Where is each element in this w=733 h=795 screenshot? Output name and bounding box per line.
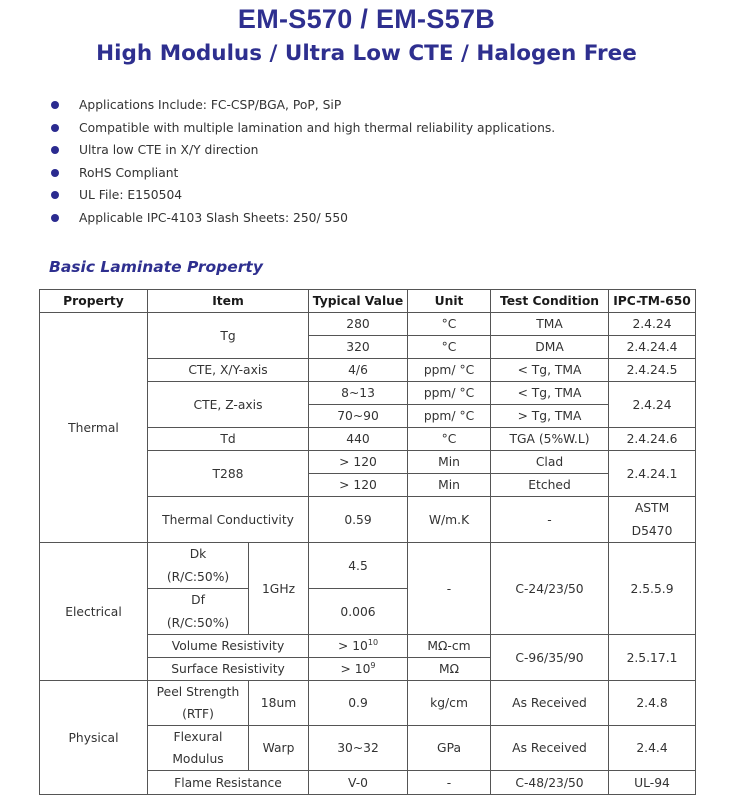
value-cell: 0.006 — [309, 589, 408, 635]
table-row — [40, 313, 696, 336]
page-title: EM-S570 / EM-S57B — [237, 4, 496, 34]
group-thermal: Thermal — [40, 313, 148, 543]
ipc-cell: 2.4.24.6 — [609, 428, 696, 451]
item-t288: T288 — [148, 451, 309, 497]
value-cell: 440 — [309, 428, 408, 451]
header-item: Item — [148, 290, 309, 313]
unit-cell: - — [408, 771, 491, 795]
feature-text: UL File: E150504 — [79, 188, 183, 202]
unit-cell: °C — [408, 336, 491, 359]
header-ipc: IPC-TM-650 — [609, 290, 696, 313]
feature-text: RoHS Compliant — [79, 165, 179, 180]
sub-cell: 18um — [249, 681, 309, 726]
feature-text: Ultra low CTE in X/Y direction — [79, 143, 259, 157]
ipc-cell: D5470 — [609, 520, 696, 543]
condition-cell: Etched — [491, 474, 609, 497]
value-cell: 8~13 — [309, 382, 408, 405]
feature-text: Compatible with multiple lamination and high thermal reliability applications. — [79, 120, 556, 135]
unit-cell: ppm/ °C — [408, 382, 491, 405]
item-dk: Dk — [148, 543, 249, 566]
feature-item — [48, 209, 555, 232]
ipc-cell: UL-94 — [609, 771, 696, 795]
unit-cell: °C — [408, 313, 491, 336]
item-modulus: Modulus — [148, 748, 249, 771]
ipc-cell: 2.5.5.9 — [609, 543, 696, 635]
feature-text: Applicable IPC-4103 Slash Sheets: 250/ 550 — [79, 210, 348, 225]
table-row — [40, 543, 696, 566]
condition-cell: As Received — [491, 726, 609, 771]
item-df-rc: (R/C:50%) — [148, 612, 249, 635]
bullet-icon — [51, 146, 59, 154]
ipc-cell: 2.4.24.1 — [609, 451, 696, 497]
header-unit: Unit — [408, 290, 491, 313]
ipc-cell: 2.4.24.4 — [609, 336, 696, 359]
item-flame-resistance: Flame Resistance — [148, 771, 309, 795]
feature-item — [48, 96, 555, 119]
ipc-cell: ASTM — [609, 497, 696, 520]
table-header-row — [40, 290, 696, 313]
ipc-cell: 2.4.24 — [609, 313, 696, 336]
bullet-icon — [51, 191, 59, 199]
item-dk-rc: (R/C:50%) — [148, 566, 249, 589]
value-cell: 4.5 — [309, 543, 408, 589]
property-table — [39, 289, 696, 795]
unit-cell: °C — [408, 428, 491, 451]
item-cte-xy: CTE, X/Y-axis — [148, 359, 309, 382]
item-flexural: Flexural — [148, 726, 249, 749]
unit-cell: ppm/ °C — [408, 405, 491, 428]
value-cell: V-0 — [309, 771, 408, 795]
item-thermal-conductivity: Thermal Conductivity — [148, 497, 309, 543]
page-subtitle: High Modulus / Ultra Low CTE / Halogen Free — [96, 41, 637, 66]
unit-cell: ppm/ °C — [408, 359, 491, 382]
section-title: Basic Laminate Property — [49, 258, 263, 276]
value-cell: > $10^9$ — [309, 658, 408, 681]
header-typical-value: Typical Value — [309, 290, 408, 313]
value-cell: > 120 — [309, 474, 408, 497]
value-cell: 280 — [309, 313, 408, 336]
condition-cell: > Tg, TMA — [491, 405, 609, 428]
unit-cell: W/m.K — [408, 497, 491, 543]
ipc-cell: 2.4.4 — [609, 726, 696, 771]
bullet-icon — [51, 214, 59, 222]
condition-cell: As Received — [491, 681, 609, 726]
header-property: Property — [40, 290, 148, 313]
condition-cell: C-24/23/50 — [491, 543, 609, 635]
item-cte-z: CTE, Z-axis — [148, 382, 309, 428]
condition-cell: < Tg, TMA — [491, 359, 609, 382]
bullet-icon — [51, 169, 59, 177]
frequency-cell: 1GHz — [249, 543, 309, 635]
ipc-cell: 2.5.17.1 — [609, 635, 696, 681]
value-cell: > $10^{10}$ — [309, 635, 408, 658]
ipc-cell: 2.4.24 — [609, 382, 696, 428]
feature-text: Applications Include: FC-CSP/BGA, PoP, SiP — [79, 98, 342, 112]
feature-item — [48, 119, 555, 142]
value-cell: 30~32 — [309, 726, 408, 771]
feature-item — [48, 186, 555, 209]
item-volume-resistivity: Volume Resistivity — [148, 635, 309, 658]
value-cell: > 120 — [309, 451, 408, 474]
item-td: Td — [148, 428, 309, 451]
group-electrical: Electrical — [40, 543, 148, 681]
condition-cell: TMA — [491, 313, 609, 336]
feature-item — [48, 164, 555, 187]
ipc-cell: 2.4.8 — [609, 681, 696, 726]
value-cell: 0.59 — [309, 497, 408, 543]
condition-cell: C-48/23/50 — [491, 771, 609, 795]
header-test-condition: Test Condition — [491, 290, 609, 313]
feature-item — [48, 141, 555, 164]
bullet-icon — [51, 124, 59, 132]
bullet-icon — [51, 101, 59, 109]
item-surface-resistivity: Surface Resistivity — [148, 658, 309, 681]
unit-cell: GPa — [408, 726, 491, 771]
condition-cell: - — [491, 497, 609, 543]
value-cell: 4/6 — [309, 359, 408, 382]
item-peel-strength: Peel Strength — [148, 681, 249, 704]
item-df: Df — [148, 589, 249, 612]
unit-cell: MΩ — [408, 658, 491, 681]
item-tg: Tg — [148, 313, 309, 359]
condition-cell: < Tg, TMA — [491, 382, 609, 405]
condition-cell: TGA (5%W.L) — [491, 428, 609, 451]
value-cell: 0.9 — [309, 681, 408, 726]
unit-cell: - — [408, 543, 491, 635]
feature-list — [48, 96, 555, 231]
condition-cell: Clad — [491, 451, 609, 474]
item-peel-rtf: (RTF) — [148, 703, 249, 726]
value-cell: 70~90 — [309, 405, 408, 428]
unit-cell: MΩ-cm — [408, 635, 491, 658]
condition-cell: DMA — [491, 336, 609, 359]
unit-cell: kg/cm — [408, 681, 491, 726]
value-cell: 320 — [309, 336, 408, 359]
unit-cell: Min — [408, 474, 491, 497]
group-physical: Physical — [40, 681, 148, 795]
ipc-cell: 2.4.24.5 — [609, 359, 696, 382]
unit-cell: Min — [408, 451, 491, 474]
table-row — [40, 681, 696, 704]
sub-cell: Warp — [249, 726, 309, 771]
condition-cell: C-96/35/90 — [491, 635, 609, 681]
